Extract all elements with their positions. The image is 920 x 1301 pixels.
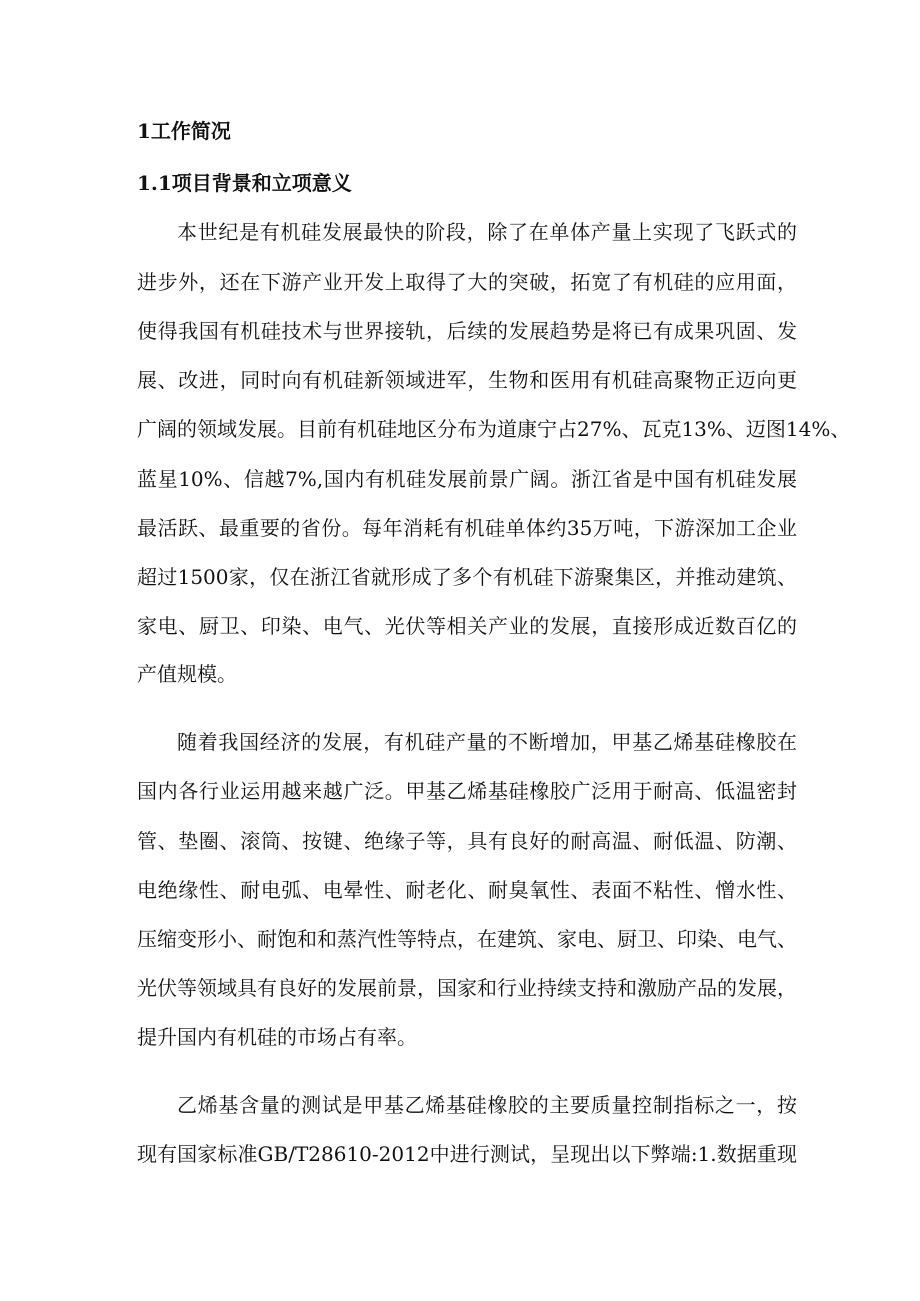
paragraph-2-line-6: 光伏等领域具有良好的发展前景，国家和行业持续支持和激励产品的发展， — [137, 976, 797, 1000]
paragraph-2-line-2: 国内各行业运用越来越广泛。甲基乙烯基硅橡胶广泛用于耐高、低温密封 — [137, 779, 797, 803]
paragraph-1-line-7: 最活跃、最重要的省份。每年消耗有机硅单体约35万吨，下游深加工企业 — [137, 516, 797, 540]
paragraph-1-line-10: 产值规模。 — [137, 662, 237, 686]
paragraph-2-line-3: 管、垫圈、滚筒、按键、绝缘子等，具有良好的耐高温、耐低温、防潮、 — [137, 829, 797, 853]
paragraph-3-line-1: 乙烯基含量的测试是甲基乙烯基硅橡胶的主要质量控制指标之一，按 — [177, 1093, 797, 1117]
paragraph-1-line-5: 广阔的领域发展。目前有机硅地区分布为道康宁占27%、瓦克13%、迈图14%、 — [137, 417, 851, 441]
paragraph-2-line-5: 压缩变形小、耐饱和和蒸汽性等特点，在建筑、家电、厨卫、印染、电气、 — [137, 927, 797, 951]
paragraph-3-line-2: 现有国家标准GB/T28610-2012中进行测试，呈现出以下弊端:1.数据重现 — [137, 1142, 797, 1166]
paragraph-1-line-9: 家电、厨卫、印染、电气、光伏等相关产业的发展，直接形成近数百亿的 — [137, 614, 797, 638]
paragraph-1-line-1: 本世纪是有机硅发展最快的阶段，除了在单体产量上实现了飞跃式的 — [177, 220, 797, 244]
section-heading: 1工作简况 — [137, 119, 231, 143]
paragraph-2-line-1: 随着我国经济的发展，有机硅产量的不断增加，甲基乙烯基硅橡胶在 — [177, 730, 797, 754]
paragraph-1-line-4: 展、改进，同时向有机硅新领域进军，生物和医用有机硅高聚物正迈向更 — [137, 368, 797, 392]
paragraph-1-line-2: 进步外，还在下游产业开发上取得了大的突破，拓宽了有机硅的应用面， — [137, 270, 797, 294]
paragraph-2-line-4: 电绝缘性、耐电弧、电晕性、耐老化、耐臭氧性、表面不粘性、憎水性、 — [137, 878, 797, 902]
subsection-heading: 1.1项目背景和立项意义 — [137, 171, 352, 195]
paragraph-1-line-6: 蓝星10%、信越7%,国内有机硅发展前景广阔。浙江省是中国有机硅发展 — [137, 467, 797, 491]
paragraph-2-line-7: 提升国内有机硅的市场占有率。 — [137, 1025, 417, 1049]
paragraph-1-line-3: 使得我国有机硅技术与世界接轨，后续的发展趋势是将已有成果巩固、发 — [137, 319, 797, 343]
paragraph-1-line-8: 超过1500家，仅在浙江省就形成了多个有机硅下游聚集区，并推动建筑、 — [137, 565, 797, 589]
